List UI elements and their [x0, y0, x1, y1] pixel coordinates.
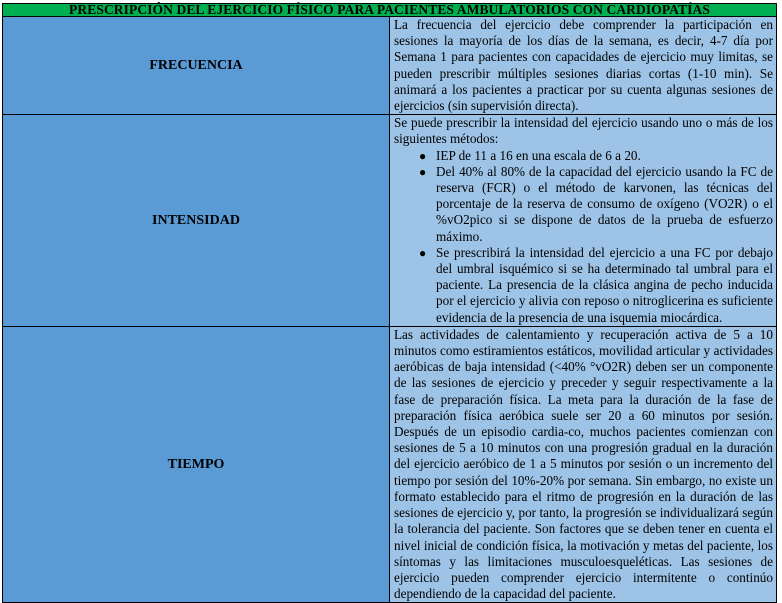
list-item [419, 163, 773, 245]
title-row [3, 4, 777, 17]
row-label-frecuencia: FRECUENCIA [3, 17, 390, 115]
row-label-tiempo: TIEMPO [3, 326, 390, 602]
prescription-table [2, 3, 777, 603]
row-label-intensidad: INTENSIDAD [3, 115, 390, 327]
bullet-text: Se prescribirá la intensidad del ejercicio a una FC por debajo del umbral isquémico si se ha determinado tal umbral para el paciente. La presencia de la clásica angina de pecho inducida por el ejercicio y alivia con reposo o nitroglicerina es suficiente evidencia de la presencia de una isquemia miocárdica. [436, 244, 773, 325]
table-row-intensidad [3, 115, 777, 327]
table-row-frecuencia [3, 17, 777, 115]
bullet-text: Del 40% al 80% de la capacidad del ejercicio usando la FC de reserva (FCR) o el método de karvonen, las técnicas del porcentaje de la reserva de consumo de oxígeno (VO2R) o el %vO2pico si se dispone de datos de la prueba de esfuerzo máximo. [436, 163, 773, 244]
bullet-icon: ● [419, 148, 427, 163]
table-row-tiempo [3, 326, 777, 602]
list-item [419, 244, 773, 326]
bullet-text: IEP de 11 a 16 en una escala de 6 a 20. [436, 147, 641, 163]
row-content-intensidad [390, 115, 777, 327]
intensidad-intro: Se puede prescribir la intensidad del ejercicio usando uno o más de los siguientes métodos: [394, 115, 773, 147]
list-item [419, 147, 773, 164]
table-title: PRESCRIPCIÓN DEL EJERCICIO FÍSICO PARA PACIENTES AMBULATORIOS CON CARDIOPATÍAS [3, 4, 777, 17]
row-text-frecuencia: La frecuencia del ejercicio debe comprender la participación en sesiones la mayoría de los días de la semana, es decir, 4-7 día por Semana 1 para pacientes con capacidades de ejercicio muy limitas, se pueden prescribir múltiples sesiones diarias cortas (1-10 min). Se animará a los pacientes a practicar por su cuenta algunas sesiones de ejercicios (sin supervisión directa). [390, 17, 777, 115]
bullet-icon: ● [419, 245, 427, 260]
intensidad-bullet-list [394, 148, 773, 326]
row-text-tiempo: Las actividades de calentamiento y recuperación activa de 5 a 10 minutos como estiramientos estáticos, movilidad articular y actividades aeróbicas de baja intensidad (<40% °vO2R) deben ser un componente de las sesiones de ejercicio y preceder y seguir respectivamente a la fase de preparación física. La meta para la duración de la fase de preparación física aeróbica suele ser 20 a 60 minutos por sesión. Después de un episodio cardia-co, muchos pacientes comienzan con sesiones de 5 a 10 minutos con una progresión gradual en la duración del ejercicio aeróbico de 1 a 5 minutos por sesión o un incremento del tiempo por sesión del 10%-20% por semana. Sin embargo, no existe un formato establecido para el ritmo de progresión en la duración de las sesiones de ejercicio y, por tanto, la progresión se individualizará según la tolerancia del paciente. Son factores que se deben tener en cuenta el nivel inicial de condición física, la motivación y metas del paciente, los síntomas y las limitaciones musculoesqueléticas. Las sesiones de ejercicio pueden comprender ejercicio intermitente o continúo dependiendo de la capacidad del paciente. [390, 326, 777, 602]
bullet-icon: ● [419, 164, 427, 179]
